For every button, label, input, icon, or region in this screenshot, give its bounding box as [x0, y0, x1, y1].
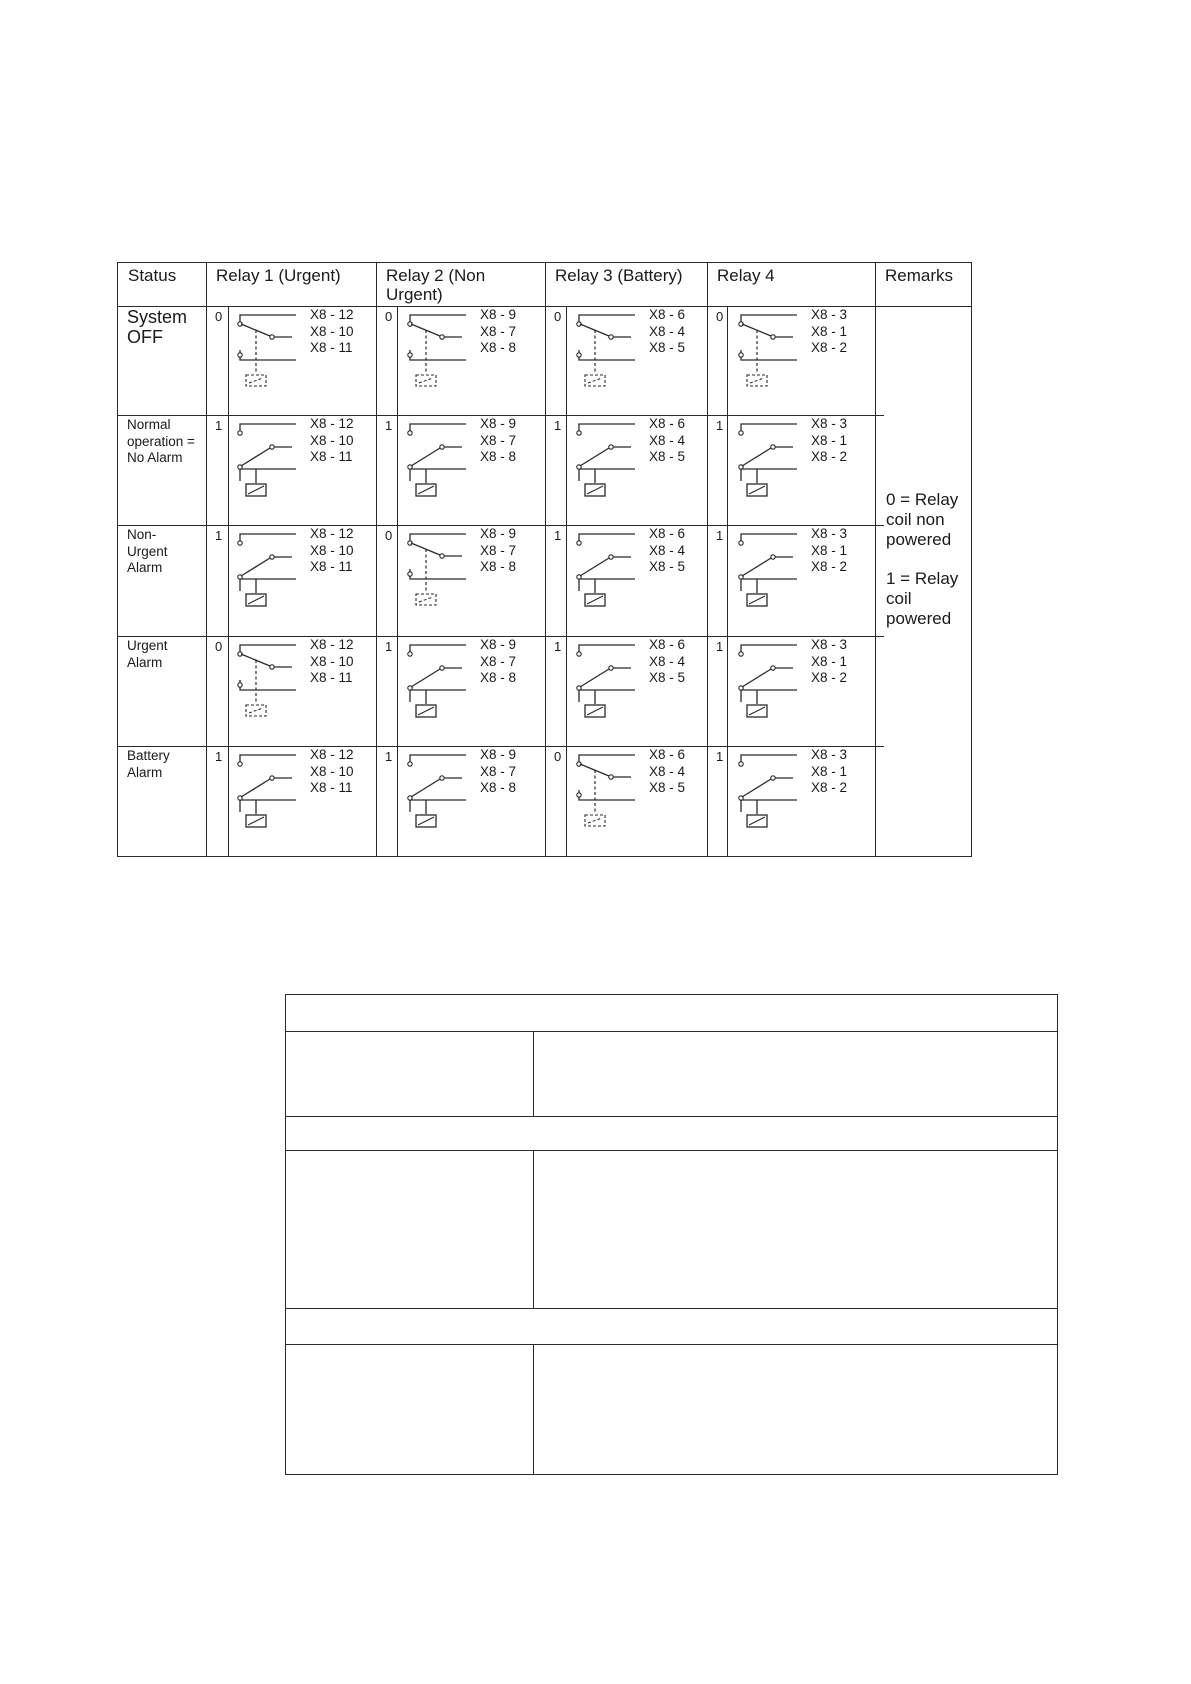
relay-1-row-0-relay-diagram-icon: [236, 312, 296, 396]
relay-2-row-2-relay-diagram-icon: [406, 531, 466, 615]
relay-2-row-4-terminal-2: X8 - 8: [480, 780, 517, 795]
relay-1-row-2-state: 1: [215, 528, 223, 543]
relay-4-row-1-terminal-2: X8 - 2: [811, 449, 848, 464]
relay-2-row-2-terminal-2: X8 - 8: [480, 559, 517, 574]
relay-3-row-3-terminal-2: X8 - 5: [649, 670, 686, 685]
remarks-line-1: 1 = Relay coil powered: [886, 569, 959, 628]
relay-2-row-3-terminal-1: X8 - 7: [480, 653, 517, 669]
relay-3-row-2-terminal-1: X8 - 4: [649, 542, 686, 558]
relay-1-row-4-terminal-0: X8 - 12: [310, 747, 354, 762]
relay-3-row-0-terminal-2: X8 - 5: [649, 340, 686, 355]
relay-2-row-2-terminal-1: X8 - 7: [480, 542, 517, 558]
relay-3-row-1-state: 1: [554, 418, 562, 433]
relay-4-row-3-terminal-1: X8 - 1: [811, 653, 848, 669]
relay-3-row-0-relay-diagram-icon: [575, 312, 635, 396]
header-relay-1: Relay 1 (Urgent): [216, 266, 341, 285]
relay-1-row-4-state: 1: [215, 749, 223, 764]
status-non-urgent-alarm: Non-Urgent Alarm: [127, 527, 168, 575]
relay-3-row-3-terminal-1: X8 - 4: [649, 653, 686, 669]
relay-3-row-4-relay-diagram-icon: [575, 752, 635, 836]
form-row-3-value: [533, 1150, 1057, 1308]
relay-1-row-2-terminal-2: X8 - 11: [310, 559, 353, 574]
relay-4-row-0-terminal-2: X8 - 2: [811, 340, 848, 355]
relay-1-row-3-terminal-0: X8 - 12: [310, 637, 354, 652]
header-relay-3: Relay 3 (Battery): [555, 266, 683, 285]
form-row-1-value: [533, 1031, 1057, 1116]
relay-4-row-0-state: 0: [716, 309, 724, 324]
relay-1-row-3-relay-diagram-icon: [236, 642, 296, 726]
status-urgent-alarm: Urgent Alarm: [127, 638, 168, 670]
relay-1-row-1-terminal-0: X8 - 12: [310, 416, 354, 431]
relay-4-row-2-terminal-1: X8 - 1: [811, 542, 848, 558]
relay-4-row-4-terminal-2: X8 - 2: [811, 780, 848, 795]
form-row-1-label: [286, 1031, 533, 1116]
relay-1-row-4-terminal-1: X8 - 10: [310, 763, 354, 779]
relay-2-row-0-state: 0: [385, 309, 393, 324]
relay-3-row-2-relay-diagram-icon: [575, 531, 635, 615]
relay-1-row-1-terminal-2: X8 - 11: [310, 449, 353, 464]
relay-1-row-2-terminal-0: X8 - 12: [310, 526, 354, 541]
remarks-line-0: 0 = Relay coil non powered: [886, 490, 959, 549]
relay-3-row-1-terminal-0: X8 - 6: [649, 416, 686, 431]
relay-2-row-1-state: 1: [385, 418, 393, 433]
relay-2-row-4-relay-diagram-icon: [406, 752, 466, 836]
relay-2-row-4-terminal-1: X8 - 7: [480, 763, 517, 779]
relay-2-row-4-terminal-0: X8 - 9: [480, 747, 517, 762]
header-status: Status: [128, 266, 177, 285]
relay-1-row-1-terminal-1: X8 - 10: [310, 432, 354, 448]
relay-3-row-2-terminal-0: X8 - 6: [649, 526, 686, 541]
relay-4-row-2-terminal-2: X8 - 2: [811, 559, 848, 574]
relay-2-row-1-terminal-0: X8 - 9: [480, 416, 517, 431]
relay-3-row-4-terminal-2: X8 - 5: [649, 780, 686, 795]
relay-3-row-1-terminal-1: X8 - 4: [649, 432, 686, 448]
status-normal-operation: Normal operation = No Alarm: [127, 417, 195, 465]
relay-4-row-3-relay-diagram-icon: [737, 642, 797, 726]
relay-4-row-2-relay-diagram-icon: [737, 531, 797, 615]
relay-3-row-1-relay-diagram-icon: [575, 421, 635, 505]
relay-2-row-0-terminal-0: X8 - 9: [480, 307, 517, 322]
form-row-5-label: [286, 1344, 533, 1474]
relay-3-row-1-terminal-2: X8 - 5: [649, 449, 686, 464]
relay-2-row-1-relay-diagram-icon: [406, 421, 466, 505]
form-row-4-full: [286, 1308, 1057, 1344]
header-relay-4: Relay 4: [717, 266, 775, 285]
relay-4-row-1-terminal-0: X8 - 3: [811, 416, 848, 431]
relay-2-row-0-terminal-2: X8 - 8: [480, 340, 517, 355]
relay-2-row-1-terminal-1: X8 - 7: [480, 432, 517, 448]
relay-3-row-0-state: 0: [554, 309, 562, 324]
status-system-off: System OFF: [127, 307, 188, 347]
relay-4-row-0-terminal-0: X8 - 3: [811, 307, 848, 322]
relay-4-row-2-state: 1: [716, 528, 724, 543]
relay-1-row-0-state: 0: [215, 309, 223, 324]
relay-1-row-0-terminal-0: X8 - 12: [310, 307, 354, 322]
relay-4-row-3-terminal-2: X8 - 2: [811, 670, 848, 685]
relay-1-row-3-state: 0: [215, 639, 223, 654]
relay-1-row-1-state: 1: [215, 418, 223, 433]
relay-2-row-2-state: 0: [385, 528, 393, 543]
relay-2-row-3-relay-diagram-icon: [406, 642, 466, 726]
relay-1-row-1-relay-diagram-icon: [236, 421, 296, 505]
relay-2-row-2-terminal-0: X8 - 9: [480, 526, 517, 541]
relay-2-row-3-terminal-0: X8 - 9: [480, 637, 517, 652]
relay-4-row-0-relay-diagram-icon: [737, 312, 797, 396]
relay-4-row-0-terminal-1: X8 - 1: [811, 323, 848, 339]
relay-2-row-3-state: 1: [385, 639, 393, 654]
relay-1-row-0-terminal-1: X8 - 10: [310, 323, 354, 339]
relay-3-row-4-state: 0: [554, 749, 562, 764]
relay-1-row-3-terminal-2: X8 - 11: [310, 670, 353, 685]
form-row-0-full: [286, 995, 1057, 1031]
relay-4-row-2-terminal-0: X8 - 3: [811, 526, 848, 541]
relay-4-row-4-terminal-1: X8 - 1: [811, 763, 848, 779]
relay-4-row-3-state: 1: [716, 639, 724, 654]
relay-1-row-4-relay-diagram-icon: [236, 752, 296, 836]
relay-4-row-1-relay-diagram-icon: [737, 421, 797, 505]
relay-1-row-2-terminal-1: X8 - 10: [310, 542, 354, 558]
relay-3-row-0-terminal-1: X8 - 4: [649, 323, 686, 339]
form-row-3-label: [286, 1150, 533, 1308]
relay-4-row-4-relay-diagram-icon: [737, 752, 797, 836]
empty-form-table: [285, 994, 1058, 1475]
relay-4-row-4-state: 1: [716, 749, 724, 764]
form-row-5-value: [533, 1344, 1057, 1474]
relay-3-row-4-terminal-0: X8 - 6: [649, 747, 686, 762]
relay-1-row-3-terminal-1: X8 - 10: [310, 653, 354, 669]
relay-2-row-1-terminal-2: X8 - 8: [480, 449, 517, 464]
remarks-text: [886, 490, 970, 629]
relay-2-row-0-terminal-1: X8 - 7: [480, 323, 517, 339]
relay-1-row-4-terminal-2: X8 - 11: [310, 780, 353, 795]
relay-3-row-2-terminal-2: X8 - 5: [649, 559, 686, 574]
relay-3-row-2-state: 1: [554, 528, 562, 543]
relay-2-row-3-terminal-2: X8 - 8: [480, 670, 517, 685]
relay-2-row-4-state: 1: [385, 749, 393, 764]
header-remarks: Remarks: [885, 266, 954, 285]
relay-status-table: [117, 262, 972, 857]
relay-3-row-4-terminal-1: X8 - 4: [649, 763, 686, 779]
header-relay-2: Relay 2 (Non Urgent): [386, 266, 486, 304]
status-battery-alarm: Battery Alarm: [127, 748, 170, 780]
relay-3-row-3-terminal-0: X8 - 6: [649, 637, 686, 652]
relay-1-row-2-relay-diagram-icon: [236, 531, 296, 615]
relay-4-row-3-terminal-0: X8 - 3: [811, 637, 848, 652]
relay-4-row-1-state: 1: [716, 418, 724, 433]
relay-3-row-3-relay-diagram-icon: [575, 642, 635, 726]
relay-3-row-0-terminal-0: X8 - 6: [649, 307, 686, 322]
relay-2-row-0-relay-diagram-icon: [406, 312, 466, 396]
relay-1-row-0-terminal-2: X8 - 11: [310, 340, 353, 355]
form-row-2-full: [286, 1116, 1057, 1150]
relay-3-row-3-state: 1: [554, 639, 562, 654]
relay-4-row-4-terminal-0: X8 - 3: [811, 747, 848, 762]
relay-4-row-1-terminal-1: X8 - 1: [811, 432, 848, 448]
